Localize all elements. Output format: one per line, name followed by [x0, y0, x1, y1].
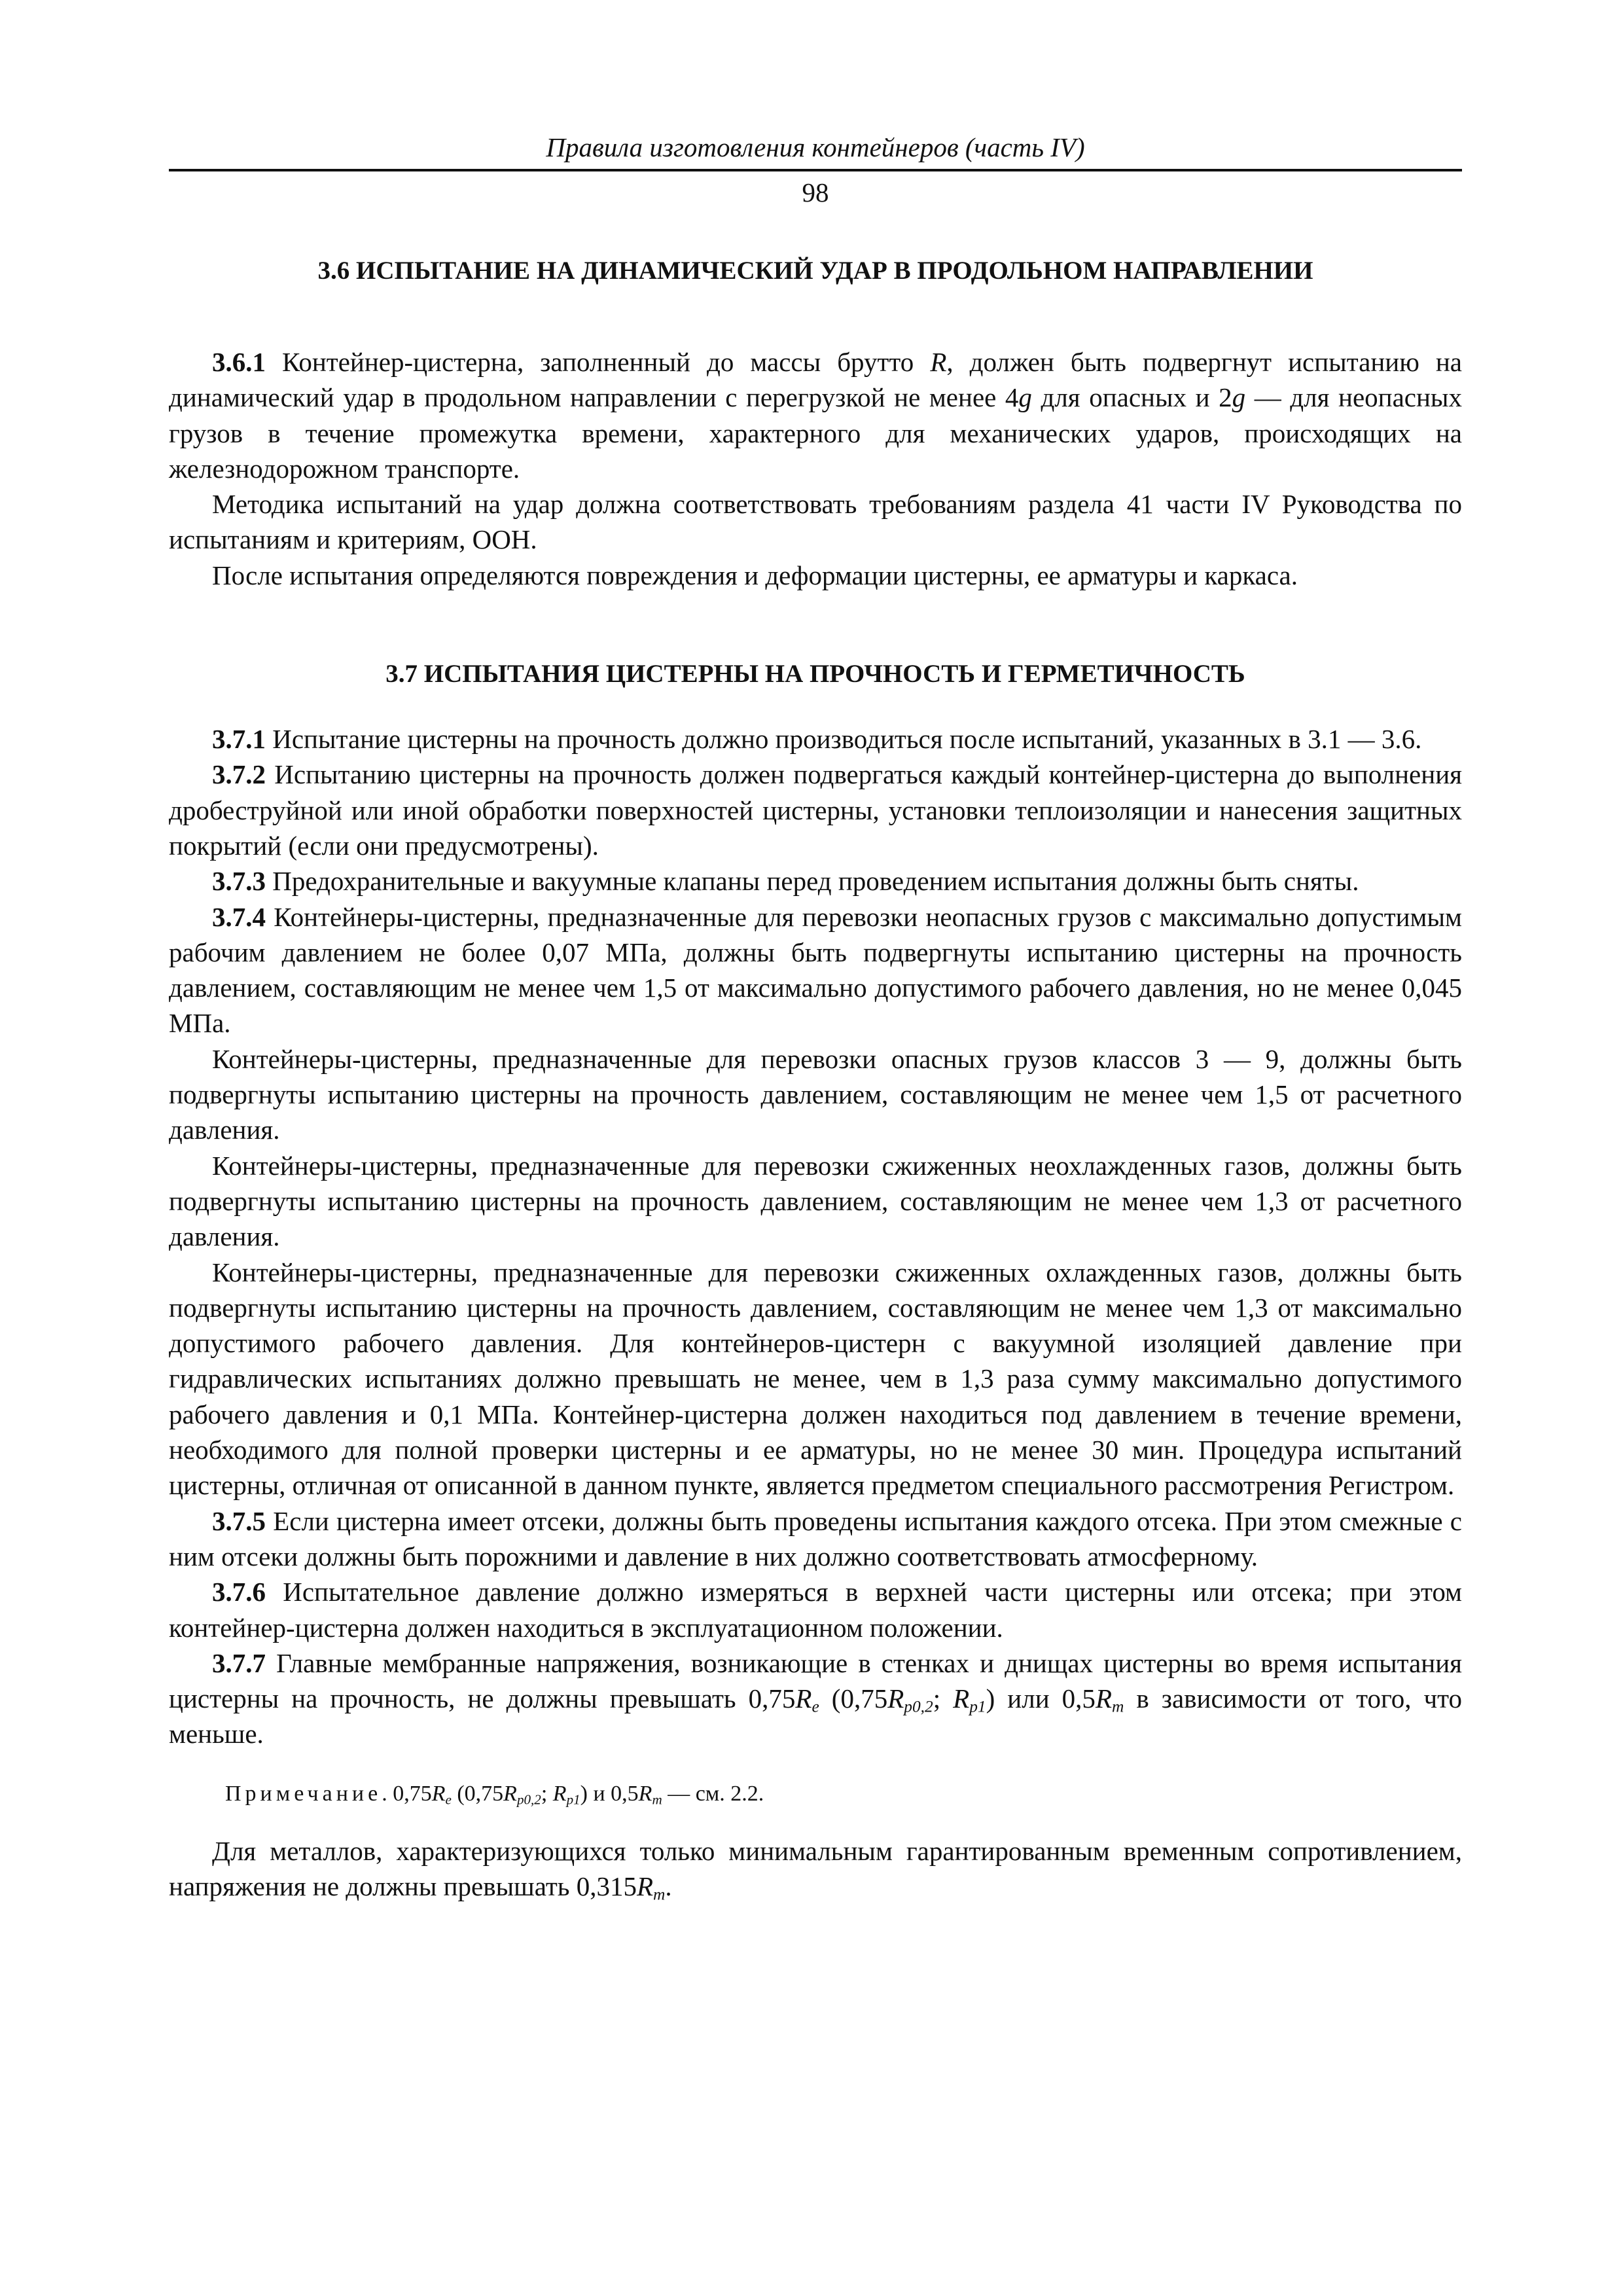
section-3-6-title: 3.6 ИСПЫТАНИЕ НА ДИНАМИЧЕСКИЙ УДАР В ПРОДОЛЬНОМ НАПРАВЛЕНИИ [317, 257, 1313, 285]
symbol-R: R [953, 1683, 970, 1714]
text: в зависимости от того, что меньше. [169, 1683, 1463, 1749]
subscript: e [445, 1791, 452, 1807]
subscript: m [1111, 1697, 1124, 1716]
section-3-7-title: 3.7 ИСПЫТАНИЯ ЦИСТЕРНЫ НА ПРОЧНОСТЬ И ГЕРМЕТИЧНОСТЬ [385, 660, 1245, 689]
clause-number: 3.7.7 [212, 1647, 266, 1678]
clause-number: 3.7.3 [212, 866, 266, 897]
subscript: p0,2 [516, 1791, 541, 1807]
subscript: m [653, 1885, 666, 1904]
subscript: p1 [969, 1697, 986, 1716]
paragraph-3-7-1 [169, 721, 1462, 757]
symbol-R: R [638, 1781, 652, 1806]
symbol-g: g [1018, 382, 1032, 413]
text: Испытанию цистерны на прочность должен подвергаться каждый контейнер-цистерна до выполнения дробеструйной или иной обработки поверхностей цистерны, установки теплоизоляции и нанесения защитных покрытий (если они предусмотрены). [169, 759, 1462, 861]
page-number: 98 [802, 177, 829, 207]
symbol-R: R [1095, 1683, 1112, 1714]
clause-number: 3.7.2 [212, 759, 266, 790]
symbol-R: R [552, 1781, 567, 1806]
text: Испытание цистерны на прочность должно производиться после испытаний, указанных в 3.1 — 3.6. [266, 724, 1422, 755]
text: Контейнеры-цистерны, предназначенные для перевозки неопасных грузов с максимально допустимым рабочим давлением не более 0,07 МПа, должны быть подвергнуты испытанию цистерны на прочность давлением, составляющим не менее чем 1,5 от максимально допустимого рабочего давления, но не менее 0,045 МПа. [169, 901, 1462, 1039]
paragraph-unrefrigerated-gases: Контейнеры-цистерны, предназначенные для перевозки сжиженных неохлажденных газов, должны быть подвергнуты испытанию цистерны на прочность давлением, составляющим не менее чем 1,3 от расчетного давления. [169, 1150, 1462, 1252]
note [169, 1778, 1462, 1810]
paragraph-3-7-2 [169, 757, 1462, 863]
text: . [665, 1871, 672, 1901]
text: ; [541, 1781, 553, 1806]
note-label: Примечание [225, 1781, 382, 1806]
paragraph-3-7-6 [169, 1574, 1462, 1645]
text: ) и 0,5 [580, 1781, 639, 1806]
paragraph-3-7-5 [169, 1503, 1462, 1575]
clause-number: 3.7.6 [212, 1577, 266, 1607]
header-rule [169, 169, 1462, 171]
paragraph-3-7-4 [169, 899, 1462, 1041]
subscript: e [812, 1697, 819, 1716]
clause-number: 3.6.1 [212, 347, 266, 377]
subscript: p1 [566, 1791, 580, 1807]
text: ) или 0,5 [986, 1683, 1096, 1714]
paragraph-dangerous-cargo: Контейнеры-цистерны, предназначенные для перевозки опасных грузов классов 3 — 9, должны быть подвергнуты испытанию цистерны на прочность давлением, составляющим не менее чем 1,5 от расчетного давления. [169, 1043, 1462, 1145]
section-3-6-body [169, 344, 1462, 593]
symbol-g: g [1232, 382, 1246, 413]
paragraph-3-6-1 [169, 344, 1462, 486]
symbol-R: R [887, 1683, 904, 1714]
text: ; [933, 1683, 954, 1714]
clause-number: 3.7.5 [212, 1505, 266, 1536]
symbol-R: R [795, 1683, 812, 1714]
clause-number: 3.7.4 [212, 901, 266, 932]
symbol-R: R [930, 347, 947, 377]
text: (0,75 [451, 1781, 504, 1806]
text: для опасных и 2 [1031, 382, 1232, 413]
text: (0,75 [819, 1683, 888, 1714]
text: — см. 2.2. [662, 1781, 764, 1806]
paragraph-method: Методика испытаний на удар должна соответствовать требованиям раздела 41 части IV Руководства по испытаниям и критериям, ООН. [169, 489, 1462, 555]
document-page [169, 131, 1462, 1904]
text: , должен быть подвергнут испытанию на динамический удар в продольном направлении с перегрузкой не менее 4 [169, 347, 1462, 413]
paragraph-metals [169, 1833, 1462, 1905]
paragraph-after-test: После испытания определяются повреждения и деформации цистерны, ее арматуры и каркаса. [212, 560, 1298, 590]
paragraph-3-7-3 [169, 863, 1462, 899]
running-head: Правила изготовления контейнеров (часть IV) [546, 132, 1085, 162]
subscript: p0,2 [904, 1697, 933, 1716]
paragraph-3-7-7 [169, 1645, 1462, 1752]
clause-number: 3.7.1 [212, 724, 266, 755]
paragraph-refrigerated-gases: Контейнеры-цистерны, предназначенные для перевозки сжиженных охлажденных газов, должны быть подвергнуты испытанию цистерны на прочность давлением, составляющим не менее чем 1,3 от максимально допустимого рабочего давления. Для контейнеров-цистерн с вакуумной изоляцией давление при гидравлических испытаниях должно превышать не менее, чем в 1,3 раза сумму максимально допустимого рабочего давления и 0,1 МПа. Контейнер-цистерна должен находиться под давлением в течение времени, необходимого для полной проверки цистерны и ее арматуры, но не менее 30 мин. Процедура испытаний цистерны, отличная от описанной в данном пункте, является предметом специального рассмотрения Регистром. [169, 1257, 1462, 1501]
text: Испытательное давление должно измеряться в верхней части цистерны или отсека; при этом контейнер-цистерна должен находиться в эксплуатационном положении. [169, 1577, 1462, 1643]
text: Предохранительные и вакуумные клапаны перед проведением испытания должны быть сняты. [266, 866, 1359, 897]
symbol-R: R [636, 1871, 654, 1901]
text: Контейнер-цистерна, заполненный до массы брутто [266, 347, 931, 377]
text: — для неопасных грузов в течение промежутка времени, характерного для механических ударов, происходящих на железнодорожном транспорте. [169, 382, 1462, 484]
text: Главные мембранные напряжения, возникающие в стенках и днищах цистерны во время испытания цистерны на прочность, не должны превышать 0,75 [169, 1647, 1462, 1714]
symbol-R: R [431, 1781, 446, 1806]
text: . 0,75 [382, 1781, 432, 1806]
section-3-7-body [169, 721, 1462, 1904]
symbol-R: R [503, 1781, 517, 1806]
subscript: m [652, 1791, 662, 1807]
text: Если цистерна имеет отсеки, должны быть проведены испытания каждого отсека. При этом смежные с ним отсеки должны быть порожними и давление в них должно соответствовать атмосферному. [169, 1505, 1462, 1571]
text: Для металлов, характеризующихся только минимальным гарантированным временным сопротивлением, напряжения не должны превышать 0,315 [169, 1835, 1462, 1901]
